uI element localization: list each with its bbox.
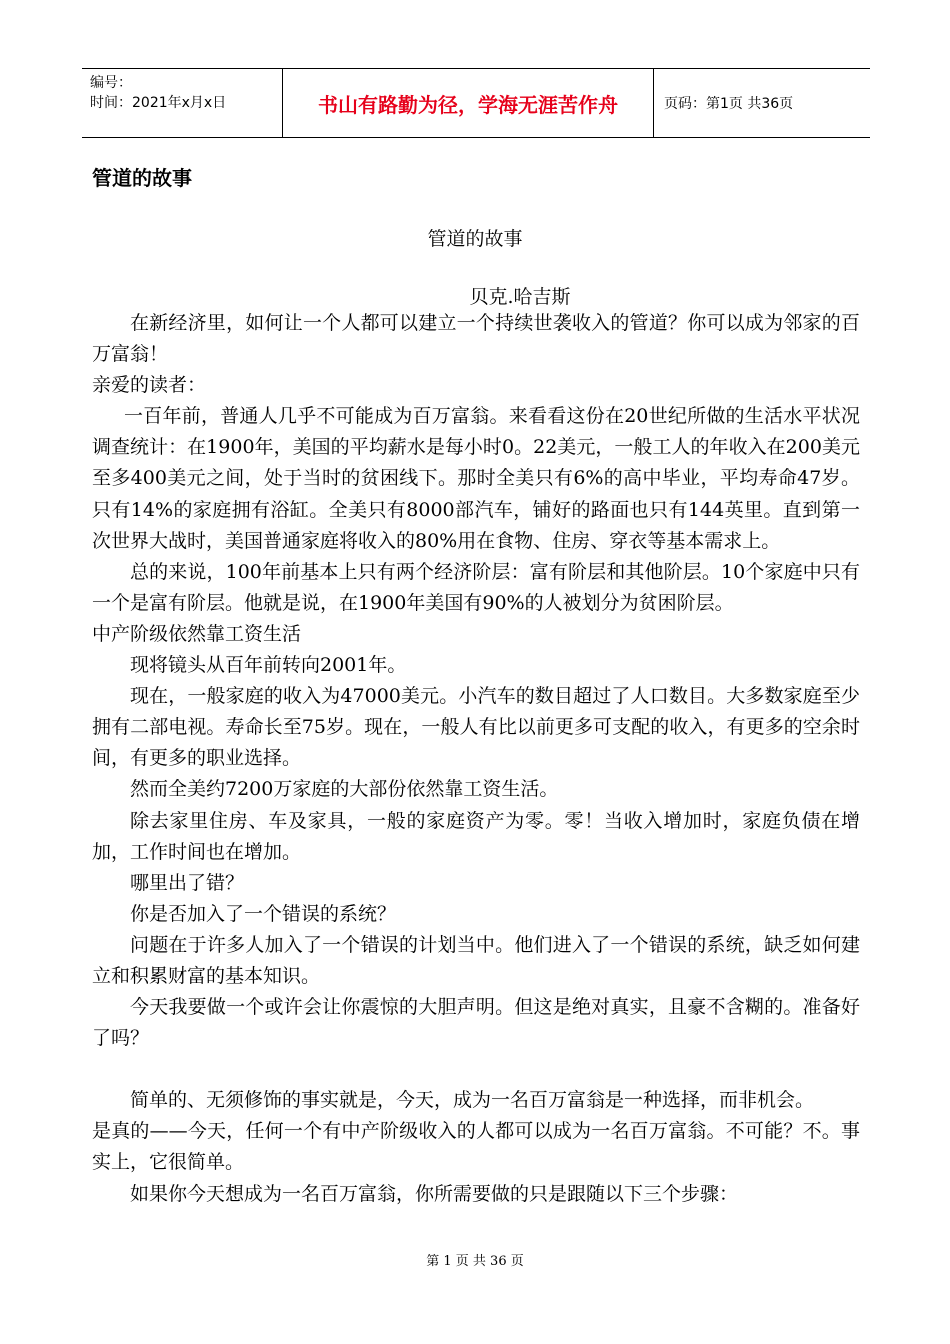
article-author: 贝克.哈吉斯 [469,286,571,308]
article-title: 管道的故事 [427,228,523,250]
paragraph: 问题在于许多人加入了一个错误的计划当中。他们进入了一个错误的系统，缺乏如何建立和积累财富的基本知识。 [92,933,860,987]
paragraph-subheading: 中产阶级依然靠工资生活 [92,622,302,645]
blank-line [92,1054,860,1085]
paragraph: 是真的——今天，任何一个有中产阶级收入的人都可以成为一名百万富翁。不可能？不。事实上，它很简单。 [92,1120,860,1174]
paragraph: 现将镜头从百年前转向2001年。 [130,654,407,677]
paragraph: 亲爱的读者： [92,374,207,397]
motto: 书山有路勤为径，学海无涯苦作舟 [282,69,654,137]
paragraph: 你是否加入了一个错误的系统？ [130,902,397,925]
page-footer: 第 1 页 共 36 页 [426,1254,524,1269]
article-body [92,308,860,1210]
header-meta [82,69,282,137]
header-table [82,68,870,138]
document-heading: 管道的故事 [92,166,192,190]
paragraph: 总的来说，100年前基本上只有两个经济阶层：富有阶层和其他阶层。10个家庭中只有一个是富有阶层。他就是说，在1900年美国有90%的人被划分为贫困阶层。 [92,560,860,614]
paragraph: 一百年前，普通人几乎不可能成为百万富翁。来看看这份在20世纪所做的生活水平状况调查统计：在1900年，美国的平均薪水是每小时0。22美元，一般工人的年收入在200美元至多400美元之间，处于当时的贫困线下。那时全美只有6%的高中毕业，平均寿命47岁。只有14%的家庭拥有浴缸。全美只有8000部汽车，铺好的路面也只有144英里。直到第一次世界大战时，美国普通家庭将收入的80%用在食物、住房、穿衣等基本需求上。 [92,405,860,552]
paragraph: 哪里出了错？ [130,871,245,894]
paragraph: 简单的、无须修饰的事实就是，今天，成为一名百万富翁是一种选择，而非机会。 [130,1089,815,1112]
paragraph: 现在，一般家庭的收入为47000美元。小汽车的数目超过了人口数目。大多数家庭至少拥有二部电视。寿命长至75岁。现在，一般人有比以前更多可支配的收入，有更多的空余时间，有更多的职业选择。 [92,685,860,770]
paragraph: 今天我要做一个或许会让你震惊的大胆声明。但这是绝对真实，且豪不含糊的。准备好了吗？ [92,996,860,1050]
number-label: 编号： [90,75,132,91]
page-info: 页码：第1页 共36页 [664,96,794,112]
paragraph: 除去家里住房、车及家具，一般的家庭资产为零。零！当收入增加时，家庭负债在增加，工作时间也在增加。 [92,809,860,863]
time-label: 时间：2021年x月x日 [90,95,227,111]
paragraph: 在新经济里，如何让一个人都可以建立一个持续世袭收入的管道？你可以成为邻家的百万富翁！ [92,312,860,366]
paragraph: 然而全美约7200万家庭的大部份依然靠工资生活。 [130,778,559,801]
paragraph: 如果你今天想成为一名百万富翁，你所需要做的只是跟随以下三个步骤： [130,1182,739,1205]
